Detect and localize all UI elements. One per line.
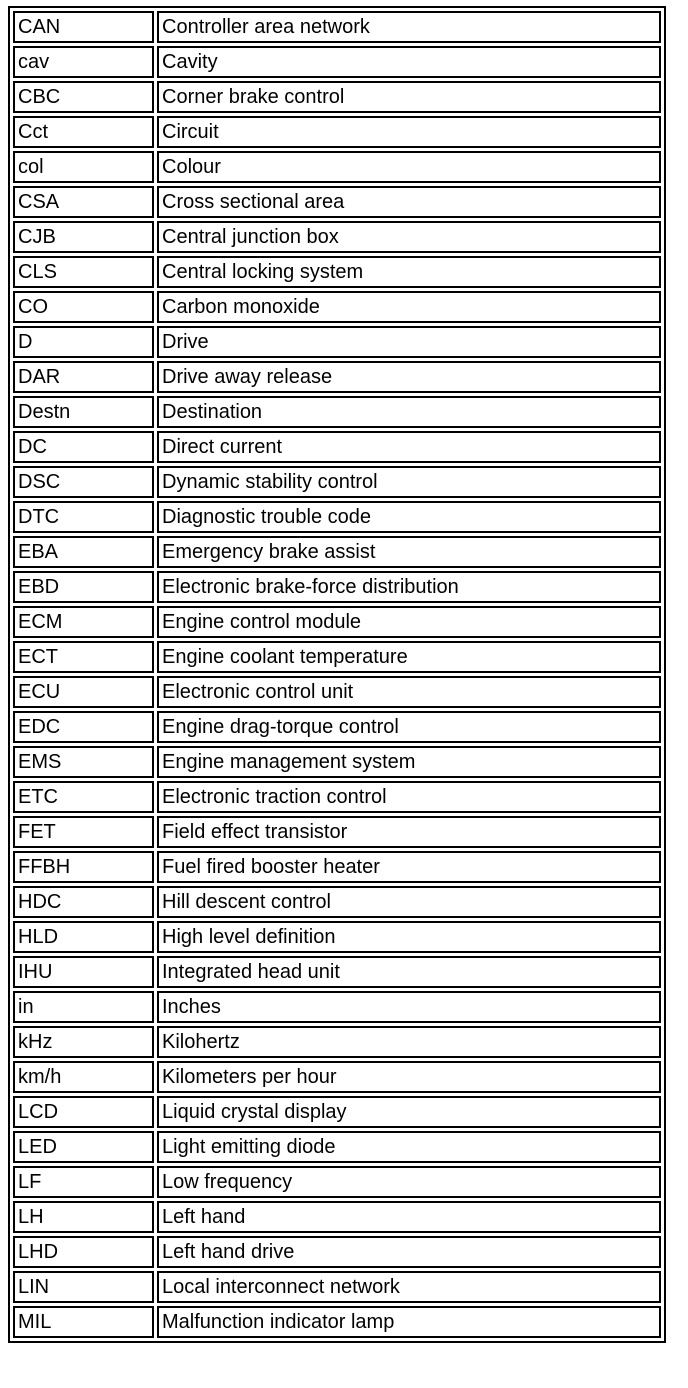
table-row [13, 291, 661, 323]
abbreviation-cell: EBA [13, 536, 154, 568]
table-row [13, 1201, 661, 1233]
meaning-cell: Carbon monoxide [157, 291, 661, 323]
meaning-cell: Field effect transistor [157, 816, 661, 848]
table-row [13, 186, 661, 218]
table-row [13, 466, 661, 498]
meaning-cell: Left hand [157, 1201, 661, 1233]
abbreviation-cell: Cct [13, 116, 154, 148]
abbreviations-table-body [13, 11, 661, 1338]
meaning-cell: Central locking system [157, 256, 661, 288]
table-row [13, 1096, 661, 1128]
meaning-cell: Engine drag-torque control [157, 711, 661, 743]
table-row [13, 956, 661, 988]
abbreviation-cell: col [13, 151, 154, 183]
meaning-cell: Electronic traction control [157, 781, 661, 813]
abbreviation-cell: EMS [13, 746, 154, 778]
meaning-cell: Liquid crystal display [157, 1096, 661, 1128]
meaning-cell: Direct current [157, 431, 661, 463]
table-row [13, 1061, 661, 1093]
meaning-cell: Diagnostic trouble code [157, 501, 661, 533]
table-row [13, 11, 661, 43]
table-row [13, 571, 661, 603]
table-row [13, 676, 661, 708]
table-row [13, 886, 661, 918]
meaning-cell: Engine coolant temperature [157, 641, 661, 673]
abbreviation-cell: HLD [13, 921, 154, 953]
abbreviation-cell: LH [13, 1201, 154, 1233]
abbreviation-cell: LIN [13, 1271, 154, 1303]
meaning-cell: Drive [157, 326, 661, 358]
table-row [13, 816, 661, 848]
meaning-cell: Local interconnect network [157, 1271, 661, 1303]
table-row [13, 326, 661, 358]
abbreviation-cell: Destn [13, 396, 154, 428]
table-row [13, 81, 661, 113]
table-row [13, 1131, 661, 1163]
meaning-cell: Engine management system [157, 746, 661, 778]
abbreviation-cell: HDC [13, 886, 154, 918]
meaning-cell: Cross sectional area [157, 186, 661, 218]
abbreviation-cell: CO [13, 291, 154, 323]
table-row [13, 781, 661, 813]
table-row [13, 46, 661, 78]
table-row [13, 396, 661, 428]
table-row [13, 1166, 661, 1198]
table-row [13, 501, 661, 533]
abbreviation-cell: cav [13, 46, 154, 78]
table-row [13, 221, 661, 253]
abbreviation-cell: FFBH [13, 851, 154, 883]
abbreviation-cell: EBD [13, 571, 154, 603]
abbreviations-table [8, 6, 666, 1343]
table-row [13, 746, 661, 778]
abbreviation-cell: DC [13, 431, 154, 463]
meaning-cell: Electronic control unit [157, 676, 661, 708]
meaning-cell: High level definition [157, 921, 661, 953]
abbreviation-cell: MIL [13, 1306, 154, 1338]
table-row [13, 1306, 661, 1338]
abbreviation-cell: km/h [13, 1061, 154, 1093]
meaning-cell: Engine control module [157, 606, 661, 638]
meaning-cell: Low frequency [157, 1166, 661, 1198]
abbreviation-cell: ECU [13, 676, 154, 708]
table-row [13, 256, 661, 288]
table-row [13, 1236, 661, 1268]
meaning-cell: Kilometers per hour [157, 1061, 661, 1093]
abbreviation-cell: DAR [13, 361, 154, 393]
table-row [13, 606, 661, 638]
abbreviation-cell: LF [13, 1166, 154, 1198]
abbreviation-cell: DTC [13, 501, 154, 533]
abbreviation-cell: EDC [13, 711, 154, 743]
abbreviation-cell: DSC [13, 466, 154, 498]
meaning-cell: Hill descent control [157, 886, 661, 918]
abbreviation-cell: D [13, 326, 154, 358]
abbreviation-cell: ECM [13, 606, 154, 638]
abbreviation-cell: FET [13, 816, 154, 848]
meaning-cell: Corner brake control [157, 81, 661, 113]
abbreviation-cell: ECT [13, 641, 154, 673]
abbreviation-cell: ETC [13, 781, 154, 813]
meaning-cell: Dynamic stability control [157, 466, 661, 498]
meaning-cell: Fuel fired booster heater [157, 851, 661, 883]
abbreviation-cell: in [13, 991, 154, 1023]
meaning-cell: Kilohertz [157, 1026, 661, 1058]
meaning-cell: Drive away release [157, 361, 661, 393]
table-row [13, 536, 661, 568]
meaning-cell: Central junction box [157, 221, 661, 253]
abbreviation-cell: CSA [13, 186, 154, 218]
meaning-cell: Cavity [157, 46, 661, 78]
table-row [13, 1271, 661, 1303]
meaning-cell: Emergency brake assist [157, 536, 661, 568]
meaning-cell: Colour [157, 151, 661, 183]
table-row [13, 361, 661, 393]
meaning-cell: Malfunction indicator lamp [157, 1306, 661, 1338]
abbreviation-cell: CJB [13, 221, 154, 253]
meaning-cell: Left hand drive [157, 1236, 661, 1268]
table-row [13, 851, 661, 883]
abbreviation-cell: IHU [13, 956, 154, 988]
abbreviation-cell: CLS [13, 256, 154, 288]
table-row [13, 431, 661, 463]
meaning-cell: Inches [157, 991, 661, 1023]
abbreviation-cell: CAN [13, 11, 154, 43]
table-row [13, 151, 661, 183]
table-row [13, 921, 661, 953]
meaning-cell: Electronic brake-force distribution [157, 571, 661, 603]
abbreviation-cell: LCD [13, 1096, 154, 1128]
abbreviation-cell: kHz [13, 1026, 154, 1058]
abbreviation-cell: LED [13, 1131, 154, 1163]
meaning-cell: Controller area network [157, 11, 661, 43]
meaning-cell: Light emitting diode [157, 1131, 661, 1163]
table-row [13, 711, 661, 743]
table-row [13, 991, 661, 1023]
abbreviation-cell: LHD [13, 1236, 154, 1268]
meaning-cell: Integrated head unit [157, 956, 661, 988]
abbreviation-cell: CBC [13, 81, 154, 113]
meaning-cell: Circuit [157, 116, 661, 148]
meaning-cell: Destination [157, 396, 661, 428]
table-row [13, 641, 661, 673]
table-row [13, 1026, 661, 1058]
table-row [13, 116, 661, 148]
